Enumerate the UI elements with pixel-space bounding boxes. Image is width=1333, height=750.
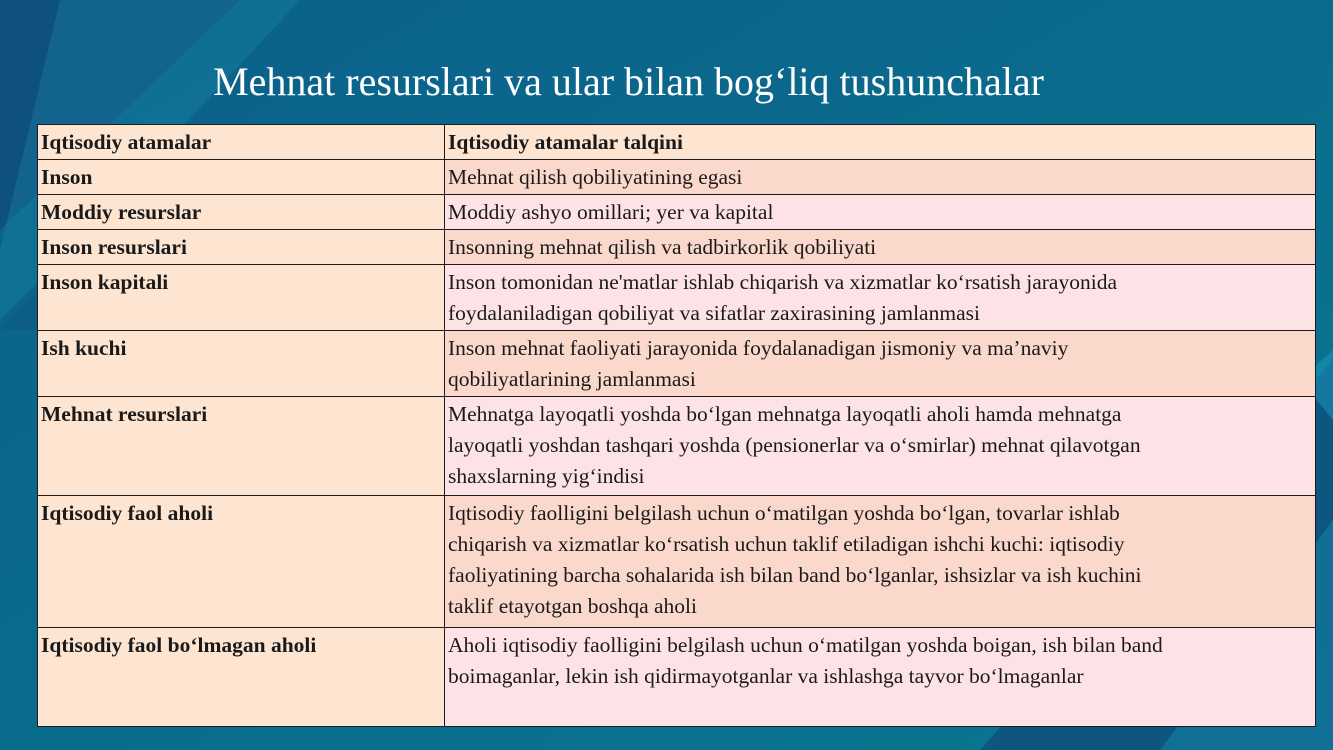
term-cell: Inson <box>38 160 445 195</box>
definition-line: Aholi iqtisodiy faolligini belgilash uchun o‘matilgan yoshda boigan, ish bilan band <box>448 633 1163 657</box>
definition-line: taklif etayotgan boshqa aholi <box>448 594 697 618</box>
term-cell: Moddiy resurslar <box>38 195 445 230</box>
table-row <box>38 265 1316 331</box>
definition-line: foydalaniladigan qobiliyat va sifatlar zaxirasining jamlanmasi <box>448 301 980 325</box>
definition-cell <box>445 230 1316 265</box>
term-cell: Inson resurslari <box>38 230 445 265</box>
definition-line: qobiliyatlarining jamlanmasi <box>448 367 696 391</box>
term-cell: Ish kuchi <box>38 331 445 397</box>
definition-cell <box>445 265 1316 331</box>
term-cell: Iqtisodiy faol aholi <box>38 496 445 628</box>
table-header-row <box>38 125 1316 160</box>
definition-line: Iqtisodiy faolligini belgilash uchun o‘matilgan yoshda bo‘lgan, tovarlar ishlab <box>448 501 1120 525</box>
definition-line: faoliyatining barcha sohalarida ish bilan band bo‘lganlar, ishsizlar va ish kuchini <box>448 563 1142 587</box>
table-row <box>38 331 1316 397</box>
definition-cell <box>445 331 1316 397</box>
definition-cell <box>445 195 1316 230</box>
definition-cell <box>445 397 1316 496</box>
definition-line: Inson mehnat faoliyati jarayonida foydalanadigan jismoniy va ma’naviy <box>448 336 1069 360</box>
header-definition: Iqtisodiy atamalar talqini <box>445 125 1316 160</box>
definition-line: shaxslarning yig‘indisi <box>448 464 645 488</box>
definition-cell <box>445 160 1316 195</box>
definition-line: Insonning mehnat qilish va tadbirkorlik qobiliyati <box>448 235 877 259</box>
definition-line: chiqarish va xizmatlar ko‘rsatish uchun taklif etiladigan ishchi kuchi: iqtisodiy <box>448 532 1125 556</box>
definition-line: Inson tomonidan ne'matlar ishlab chiqarish va xizmatlar ko‘rsatish jarayonida <box>448 270 1117 294</box>
table-row <box>38 160 1316 195</box>
definition-cell <box>445 628 1316 727</box>
header-term: Iqtisodiy atamalar <box>38 125 445 160</box>
table-row <box>38 628 1316 727</box>
definition-line: Mehnat qilish qobiliyatining egasi <box>448 165 743 189</box>
slide-title: Mehnat resurslari va ular bilan bog‘liq tushunchalar <box>213 59 1044 104</box>
definition-line: boimaganlar, lekin ish qidirmayotganlar va ishlashga tayvor bo‘lmaganlar <box>448 664 1084 688</box>
definition-line: Mehnatga layoqatli yoshda bo‘lgan mehnatga layoqatli aholi hamda mehnatga <box>448 402 1122 426</box>
term-cell: Inson kapitali <box>38 265 445 331</box>
definition-line: layoqatli yoshdan tashqari yoshda (pensionerlar va o‘smirlar) mehnat qilavotgan <box>448 433 1141 457</box>
table-row <box>38 230 1316 265</box>
definition-line: Moddiy ashyo omillari; yer va kapital <box>448 200 774 224</box>
definition-cell <box>445 496 1316 628</box>
table-row <box>38 397 1316 496</box>
table-row <box>38 496 1316 628</box>
table-row <box>38 195 1316 230</box>
term-cell: Iqtisodiy faol bo‘lmagan aholi <box>38 628 445 727</box>
terms-table <box>37 124 1316 727</box>
term-cell: Mehnat resurslari <box>38 397 445 496</box>
